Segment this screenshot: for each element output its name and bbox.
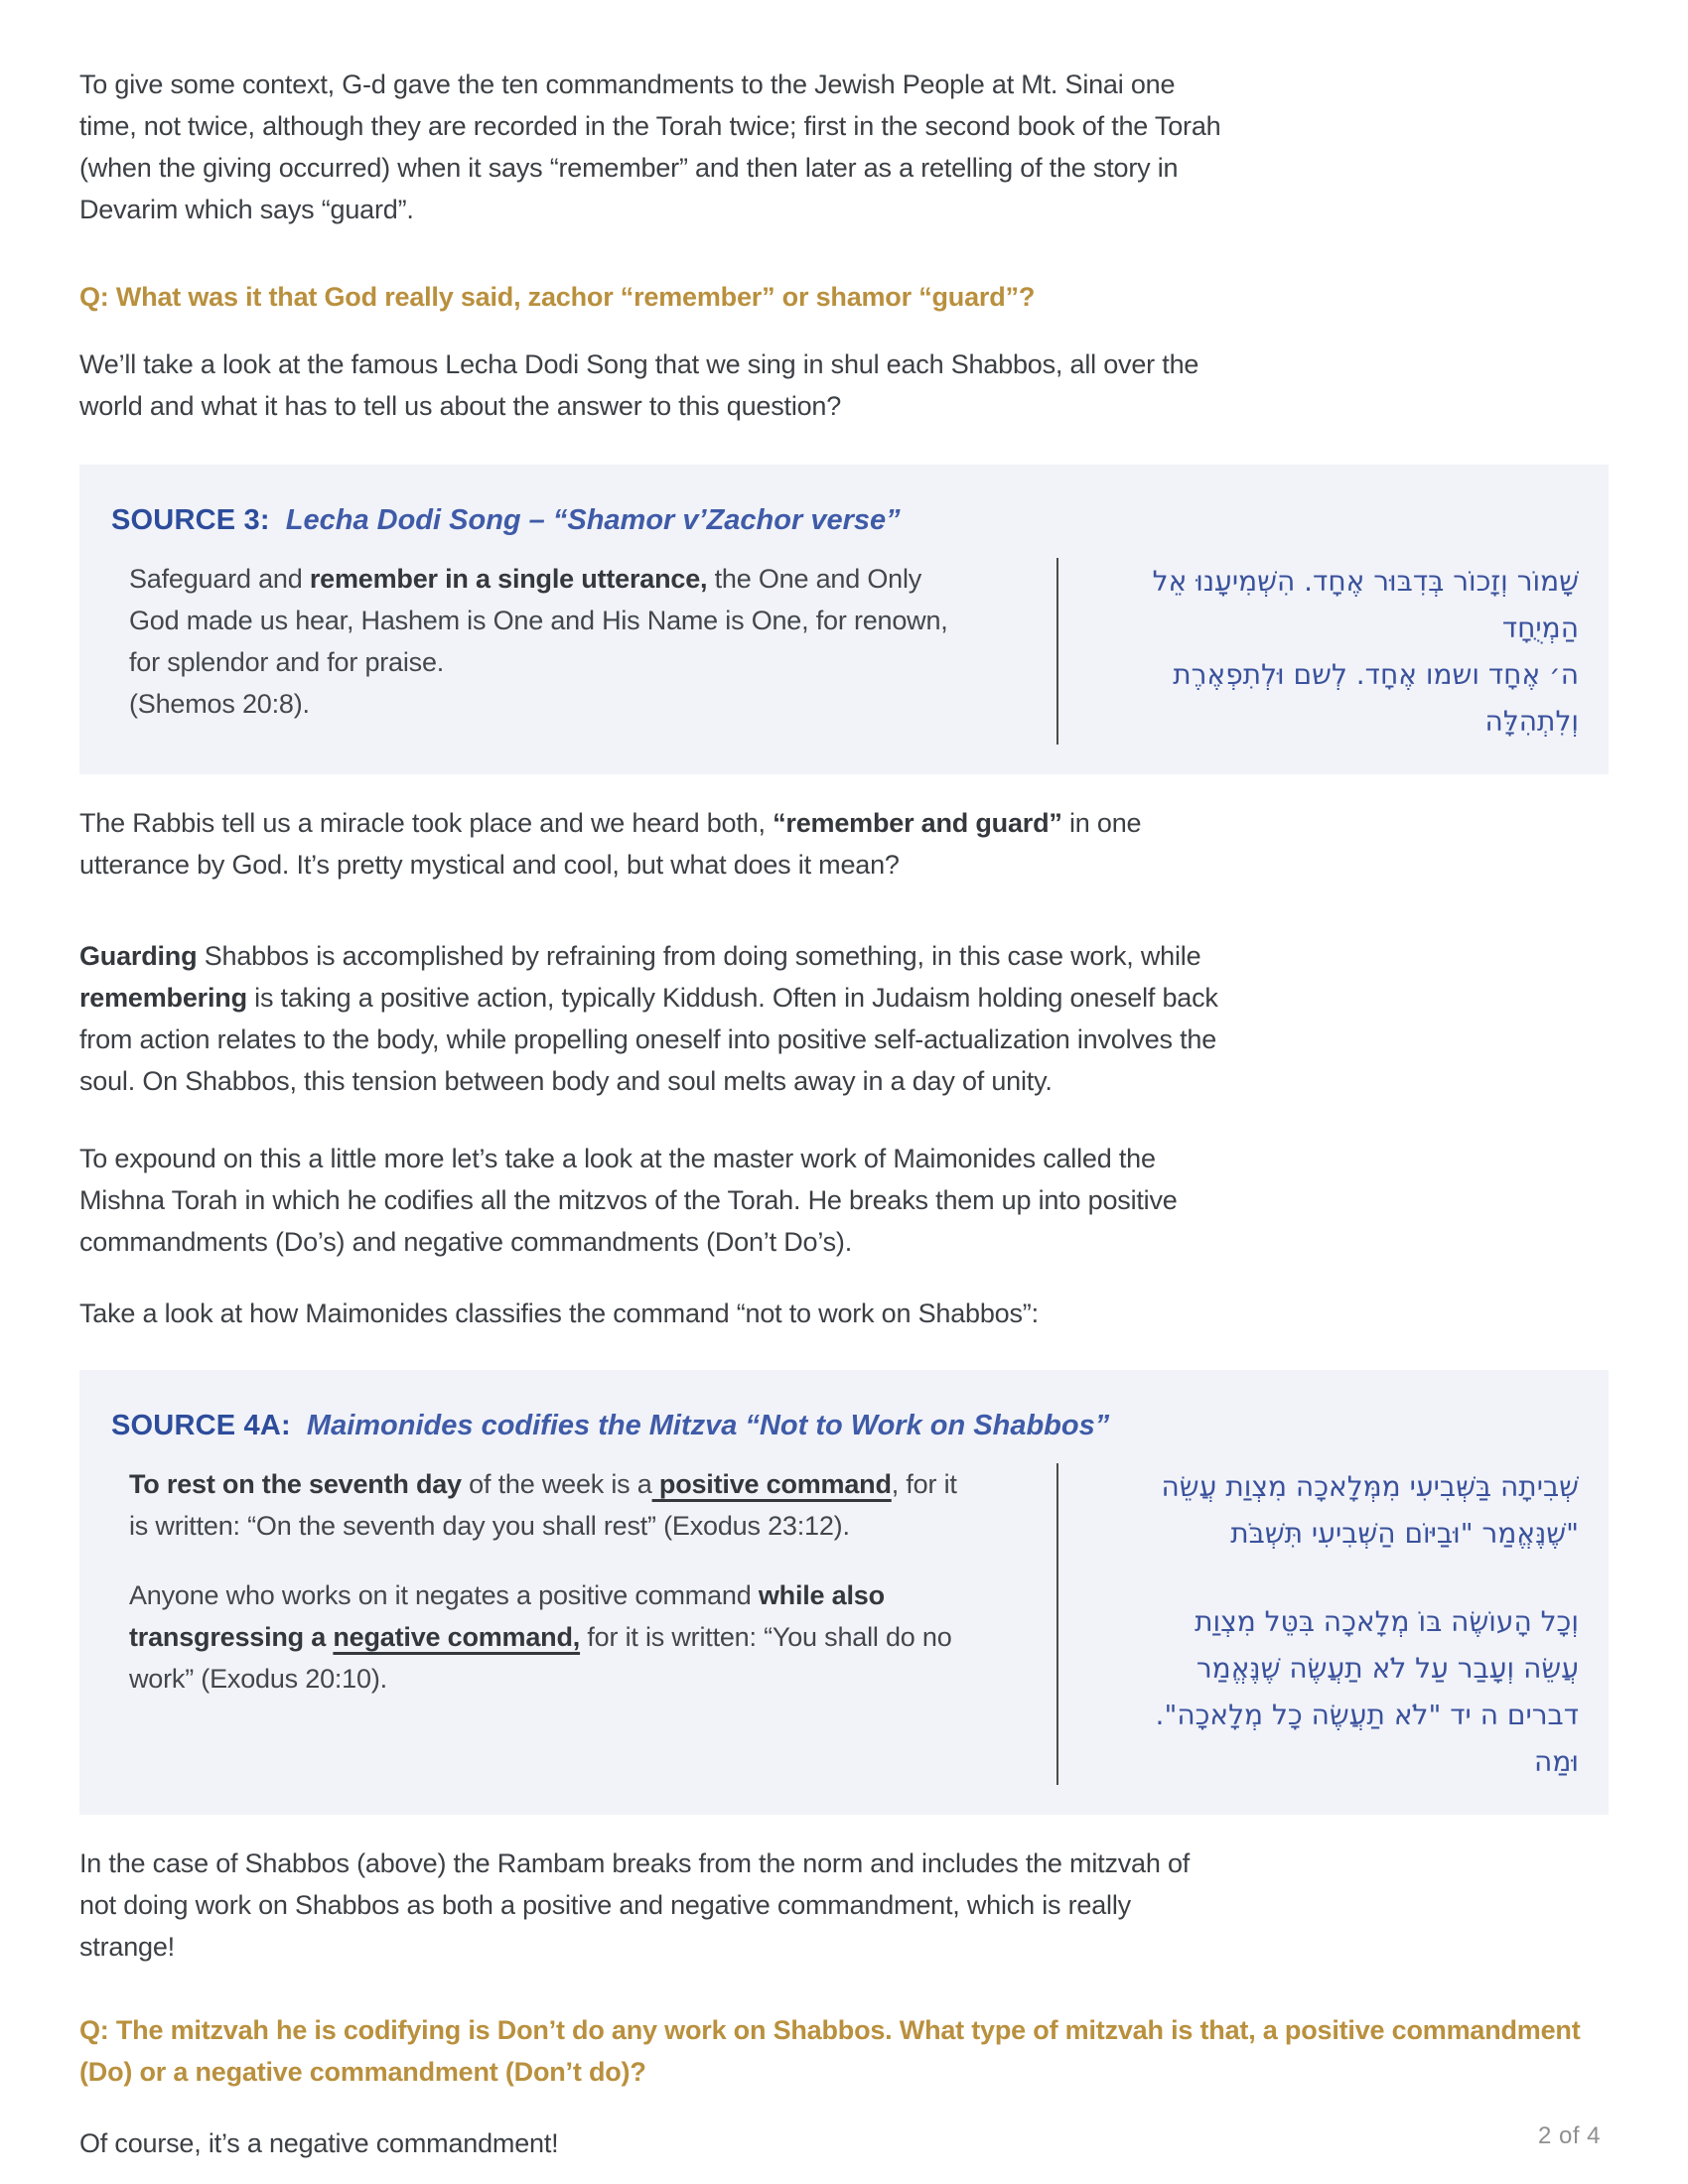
intro-paragraph: To give some context, G-d gave the ten commandments to the Jewish People at Mt. Sinai one time, not twice, although they are recorded in the Torah twice; first in the second book of the Torah (when the giving occurred) when it says “remember” and then later as a retelling of the story in Devarim which says “guard”. — [79, 69, 1221, 224]
source3-title: Lecha Dodi Song – “Shamor v’Zachor verse” — [285, 504, 901, 536]
source4a-header — [111, 1406, 1579, 1445]
hebrew-line: שָׁמוֹר וְזָכוֹר בְּדִבּוּר אֶחָד. הִשְׁמִיעָנוּ אֵל — [1152, 565, 1579, 598]
answer-paragraph: Of course, it’s a negative commandment! — [79, 2128, 559, 2158]
text-segment: is taking a positive action, typically Kiddush. Often in Judaism holding oneself back from action relates to the body, while propelling oneself into positive self-actualization involves the soul. On Shabbos, this tension between body and soul melts away in a day of unity. — [79, 983, 1218, 1096]
bold-text-segment: remember in a single utterance, — [309, 564, 708, 594]
hebrew-line: שְׁבִיתָה בַּשְּׁבִיעִי מִמְּלָאכָה מִצְוַת עֲשֵׂה — [1161, 1470, 1579, 1503]
source4a-english — [111, 1463, 1056, 1785]
hebrew-line: דברים ה יד "לֹא תַעֲשֶׂה כָל מְלָאכָה". — [1155, 1699, 1579, 1731]
text-segment: of the week is a — [461, 1469, 652, 1499]
bold-underline-text-segment: positive command — [651, 1469, 892, 1499]
source4a-hebrew — [1058, 1463, 1579, 1785]
hebrew-line: וְלִתְהִלָּה — [1484, 705, 1579, 738]
source3-english — [111, 558, 1056, 745]
question-2: Q: The mitzvah he is codifying is Don’t do any work on Shabbos. What type of mitzvah is that, a positive commandment (Do) or a negative commandment (Don’t do)? — [79, 2015, 1581, 2087]
source3-hebrew — [1058, 558, 1579, 745]
source3-citation: (Shemos 20:8). — [129, 689, 310, 719]
text-segment: Safeguard and — [129, 564, 310, 594]
source3-english-paragraph — [129, 558, 965, 683]
hebrew-line: וּמַה — [1534, 1745, 1579, 1778]
bold-underline-text-segment: negative command, — [333, 1622, 581, 1652]
source3-box — [79, 465, 1609, 774]
bold-text-segment: Guarding — [79, 941, 198, 971]
hebrew-line: וְכָל הָעוֹשֶׂה בּוֹ מְלָאכָה בִּטֵּל מִצְוַת — [1195, 1605, 1579, 1638]
hebrew-line: "שֶׁנֶּאֱמַר "וּבַיּוֹם הַשְּׁבִיעִי תִּשְׁבֹּת — [1230, 1517, 1579, 1550]
bold-text-segment: “remember and guard” — [773, 808, 1062, 838]
text-segment: the One and Only God made us hear, Hashem is One and His Name is One, for renown, for splendor and for praise. — [129, 564, 948, 677]
lecha-dodi-intro: We’ll take a look at the famous Lecha Dodi Song that we sing in shul each Shabbos, all over the world and what it has to tell us about the answer to this question? — [79, 349, 1199, 421]
expound-paragraph: To expound on this a little more let’s take a look at the master work of Maimonides called the Mishna Torah in which he codifies all the mitzvos of the Torah. He breaks them up into positive commandments (Do’s) and negative commandments (Don’t Do’s). — [79, 1144, 1178, 1257]
guarding-paragraph — [79, 935, 1231, 1102]
source4a-title: Maimonides codifies the Mitzva “Not to Work on Shabbos” — [306, 1410, 1110, 1441]
source3-label: SOURCE 3: — [111, 504, 270, 536]
text-segment: Shabbos is accomplished by refraining from doing something, in this case work, while — [197, 941, 1201, 971]
hebrew-line: עֲשֵׂה וְעָבַר עַל לֹא תַעֲשֶׂה שֶׁנֶּאֱמַר — [1196, 1652, 1579, 1685]
source4a-english-paragraph-2 — [129, 1574, 965, 1700]
take-look-paragraph: Take a look at how Maimonides classifies the command “not to work on Shabbos”: — [79, 1298, 1039, 1328]
rabbis-paragraph — [79, 802, 1231, 886]
source4a-english-paragraph-1 — [129, 1463, 965, 1547]
source4a-label: SOURCE 4A: — [111, 1410, 291, 1441]
text-segment: The Rabbis tell us a miracle took place and we heard both, — [79, 808, 774, 838]
hebrew-paragraph-1 — [1058, 1463, 1579, 1557]
page-number: 2 of 4 — [1537, 2122, 1601, 2149]
source3-header — [111, 500, 1579, 540]
text-segment: , for it is written: “On the seventh day you shall rest” (Exodus 23:12). — [129, 1469, 957, 1541]
hebrew-paragraph-2 — [1058, 1598, 1579, 1785]
text-segment: Anyone who works on it negates a positive command — [129, 1580, 759, 1610]
rambam-paragraph: In the case of Shabbos (above) the Rambam breaks from the norm and includes the mitzvah of not doing work on Shabbos as both a positive and negative commandment, which is really strange! — [79, 1848, 1191, 1962]
bold-text-segment: To rest on the seventh day — [129, 1469, 462, 1499]
bold-text-segment: while also transgressing a — [129, 1580, 885, 1652]
text-segment: in one utterance by God. It’s pretty mystical and cool, but what does it mean? — [79, 808, 1142, 880]
hebrew-line: הַמְיֻחָד — [1501, 612, 1579, 644]
source4a-box — [79, 1370, 1609, 1815]
bold-text-segment: remembering — [79, 983, 247, 1013]
source3-columns — [111, 558, 1579, 745]
hebrew-line: ה׳ אֶחָד ושמו אֶחָד. לְשם וּלְתִפְאֶרֶת — [1173, 658, 1579, 691]
source4a-columns — [111, 1463, 1579, 1785]
text-segment: for it is written: “You shall do no work” (Exodus 20:10). — [129, 1622, 952, 1694]
question-1: Q: What was it that God really said, zachor “remember” or shamor “guard”? — [79, 282, 1036, 312]
